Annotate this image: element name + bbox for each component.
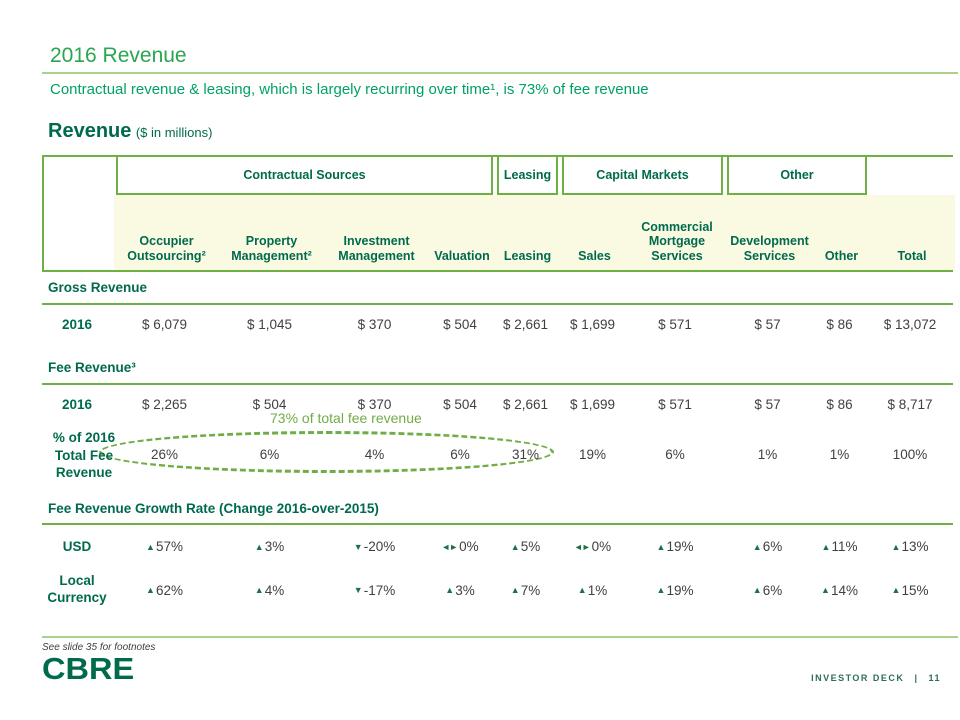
trend-arrow-icon: ▲ [891, 585, 900, 595]
growth-cell [812, 583, 867, 598]
table-title-text: Revenue [48, 120, 132, 142]
trend-arrow-icon: ▲ [752, 541, 761, 552]
growth-cell [112, 583, 217, 598]
table-header [42, 155, 953, 272]
value-cell: 31% [511, 447, 540, 462]
value-cell: 100% [892, 447, 928, 462]
column-header-row [44, 195, 951, 270]
growth-usd-row [42, 539, 953, 554]
slide-subtitle: Contractual revenue & leasing, which is largely recurring over time¹, is 73% of fee revenue [50, 81, 649, 98]
trend-arrow-icon: ▲ [656, 541, 665, 552]
group-header-row [44, 157, 951, 195]
trend-arrow-icon: ▲ [577, 585, 586, 595]
value-cell: $ 370 [357, 317, 392, 332]
table-unit-note: ($ in millions) [135, 125, 213, 140]
growth-value: -17% [363, 582, 396, 598]
column-header: Valuation [429, 195, 495, 270]
growth-cell [493, 583, 558, 598]
section-heading-gross-revenue: Gross Revenue [48, 280, 148, 295]
footer-divider [42, 636, 958, 638]
value-cell: 26% [150, 447, 179, 462]
growth-value: 19% [666, 539, 694, 554]
column-header: Investment Management [324, 195, 429, 270]
column-header: Development Services [725, 195, 814, 270]
trend-arrow-icon: ◄► [573, 541, 590, 552]
footnote: See slide 35 for footnotes [42, 642, 156, 653]
growth-cell [867, 539, 953, 554]
trend-arrow-icon: ▲ [254, 585, 263, 595]
column-header: Commercial Mortgage Services [629, 195, 725, 270]
value-cell: $ 504 [252, 397, 287, 412]
growth-value: 6% [762, 582, 783, 598]
footer-separator: | [914, 673, 919, 683]
row-label: USD [62, 539, 92, 554]
value-cell: $ 2,661 [502, 317, 549, 332]
value-cell: 6% [450, 447, 470, 462]
value-cell: $ 2,661 [502, 397, 549, 412]
value-cell: 6% [665, 447, 685, 462]
value-cell: $ 86 [826, 397, 853, 412]
growth-value: 4% [264, 582, 285, 598]
section-heading-growth: Fee Revenue Growth Rate (Change 2016-over-2015) [48, 501, 379, 516]
value-cell: $ 504 [443, 397, 477, 412]
value-cell: $ 13,072 [883, 317, 937, 332]
trend-arrow-icon: ▲ [821, 585, 829, 595]
growth-value: 7% [520, 582, 541, 598]
trend-arrow-icon: ▲ [656, 585, 665, 595]
growth-cell [723, 539, 812, 554]
growth-value: 15% [901, 582, 929, 598]
growth-cell [427, 583, 493, 598]
growth-cell [322, 583, 427, 598]
growth-value: 1% [587, 582, 608, 598]
value-cell: 4% [364, 447, 385, 462]
growth-value: 6% [762, 539, 783, 554]
group-other: Other [727, 157, 867, 195]
header-spacer-total [869, 157, 955, 195]
column-header: Sales [560, 195, 629, 270]
column-header: Total [869, 195, 955, 270]
page-title: 2016 Revenue [50, 44, 187, 67]
footer-page-info [805, 673, 941, 683]
value-cell: $ 571 [658, 317, 692, 332]
growth-value: 19% [666, 582, 694, 598]
value-cell: 1% [829, 447, 850, 462]
growth-cell [627, 539, 723, 554]
trend-arrow-icon: ◄► [441, 541, 458, 552]
trend-arrow-icon: ▲ [445, 585, 454, 595]
row-label: 2016 [61, 317, 93, 332]
growth-cell [723, 583, 812, 598]
growth-cell [558, 539, 627, 554]
growth-cell [493, 539, 558, 554]
fee-share-annotation: 73% of total fee revenue [270, 410, 422, 426]
growth-value: 11% [831, 539, 858, 554]
growth-cell [322, 539, 427, 554]
growth-cell [558, 583, 627, 598]
table-title [48, 120, 212, 143]
section-rule [42, 523, 953, 525]
trend-arrow-icon: ▲ [821, 541, 830, 552]
section-heading-fee-revenue: Fee Revenue³ [48, 360, 136, 375]
header-spacer [44, 195, 114, 270]
spacer-cell [42, 447, 112, 462]
value-cell: $ 8,717 [887, 397, 933, 412]
header-spacer [44, 157, 114, 195]
growth-cell [812, 539, 867, 554]
group-contractual-sources: Contractual Sources [116, 157, 493, 195]
row-label: 2016 [61, 397, 93, 412]
trend-arrow-icon: ▼ [353, 585, 362, 595]
trend-arrow-icon: ▲ [146, 585, 154, 595]
growth-value: 14% [830, 582, 858, 598]
growth-cell [427, 539, 493, 554]
section-rule [42, 303, 953, 305]
trend-arrow-icon: ▲ [146, 541, 154, 552]
value-cell: $ 370 [357, 397, 392, 412]
value-cell: 19% [578, 447, 607, 462]
growth-value: 62% [155, 582, 183, 598]
value-cell: $ 571 [658, 397, 692, 412]
growth-value: 3% [264, 539, 285, 554]
value-cell: $ 6,079 [141, 317, 188, 332]
value-cell: $ 86 [826, 317, 853, 332]
column-header: Property Management² [219, 195, 324, 270]
row-label: Local Currency [47, 573, 107, 605]
growth-value: 0% [591, 539, 612, 554]
column-header: Occupier Outsourcing² [114, 195, 219, 270]
trend-arrow-icon: ▲ [891, 541, 900, 552]
section-rule [42, 383, 953, 385]
value-cell: $ 1,699 [569, 317, 616, 332]
row-label-pct-of-fee: % of 2016 Total Fee Revenue [52, 430, 116, 481]
trend-arrow-icon: ▲ [752, 585, 761, 595]
title-divider [42, 72, 958, 74]
growth-value: 13% [901, 539, 929, 554]
growth-value: 5% [520, 539, 541, 554]
growth-local-currency-row [42, 572, 953, 608]
column-header: Leasing [495, 195, 560, 270]
group-capital-markets: Capital Markets [562, 157, 723, 195]
growth-value: 0% [459, 539, 479, 554]
growth-cell [867, 583, 953, 598]
value-cell: $ 2,265 [141, 397, 188, 412]
fee-revenue-row [42, 397, 953, 412]
cbre-logo: CBRE [42, 651, 135, 686]
group-leasing: Leasing [497, 157, 558, 195]
pct-of-fee-row [42, 447, 953, 462]
value-cell: 6% [259, 447, 280, 462]
value-cell: $ 504 [443, 317, 477, 332]
trend-arrow-icon: ▲ [254, 541, 263, 552]
trend-arrow-icon: ▼ [353, 541, 362, 552]
growth-value: 57% [155, 539, 183, 554]
value-cell: $ 1,699 [569, 397, 616, 412]
column-header: Other [814, 195, 869, 270]
trend-arrow-icon: ▲ [510, 585, 519, 595]
value-cell: $ 57 [754, 397, 781, 412]
growth-cell [217, 583, 322, 598]
gross-revenue-row [42, 317, 953, 332]
value-cell: $ 57 [754, 317, 781, 332]
value-cell: 1% [757, 447, 778, 462]
growth-cell [112, 539, 217, 554]
growth-value: -20% [363, 539, 396, 554]
growth-cell [627, 583, 723, 598]
growth-cell [217, 539, 322, 554]
deck-label: INVESTOR DECK [811, 673, 905, 683]
page-number: 11 [928, 673, 941, 683]
growth-value: 3% [455, 582, 475, 598]
trend-arrow-icon: ▲ [510, 541, 519, 552]
value-cell: $ 1,045 [246, 317, 293, 332]
